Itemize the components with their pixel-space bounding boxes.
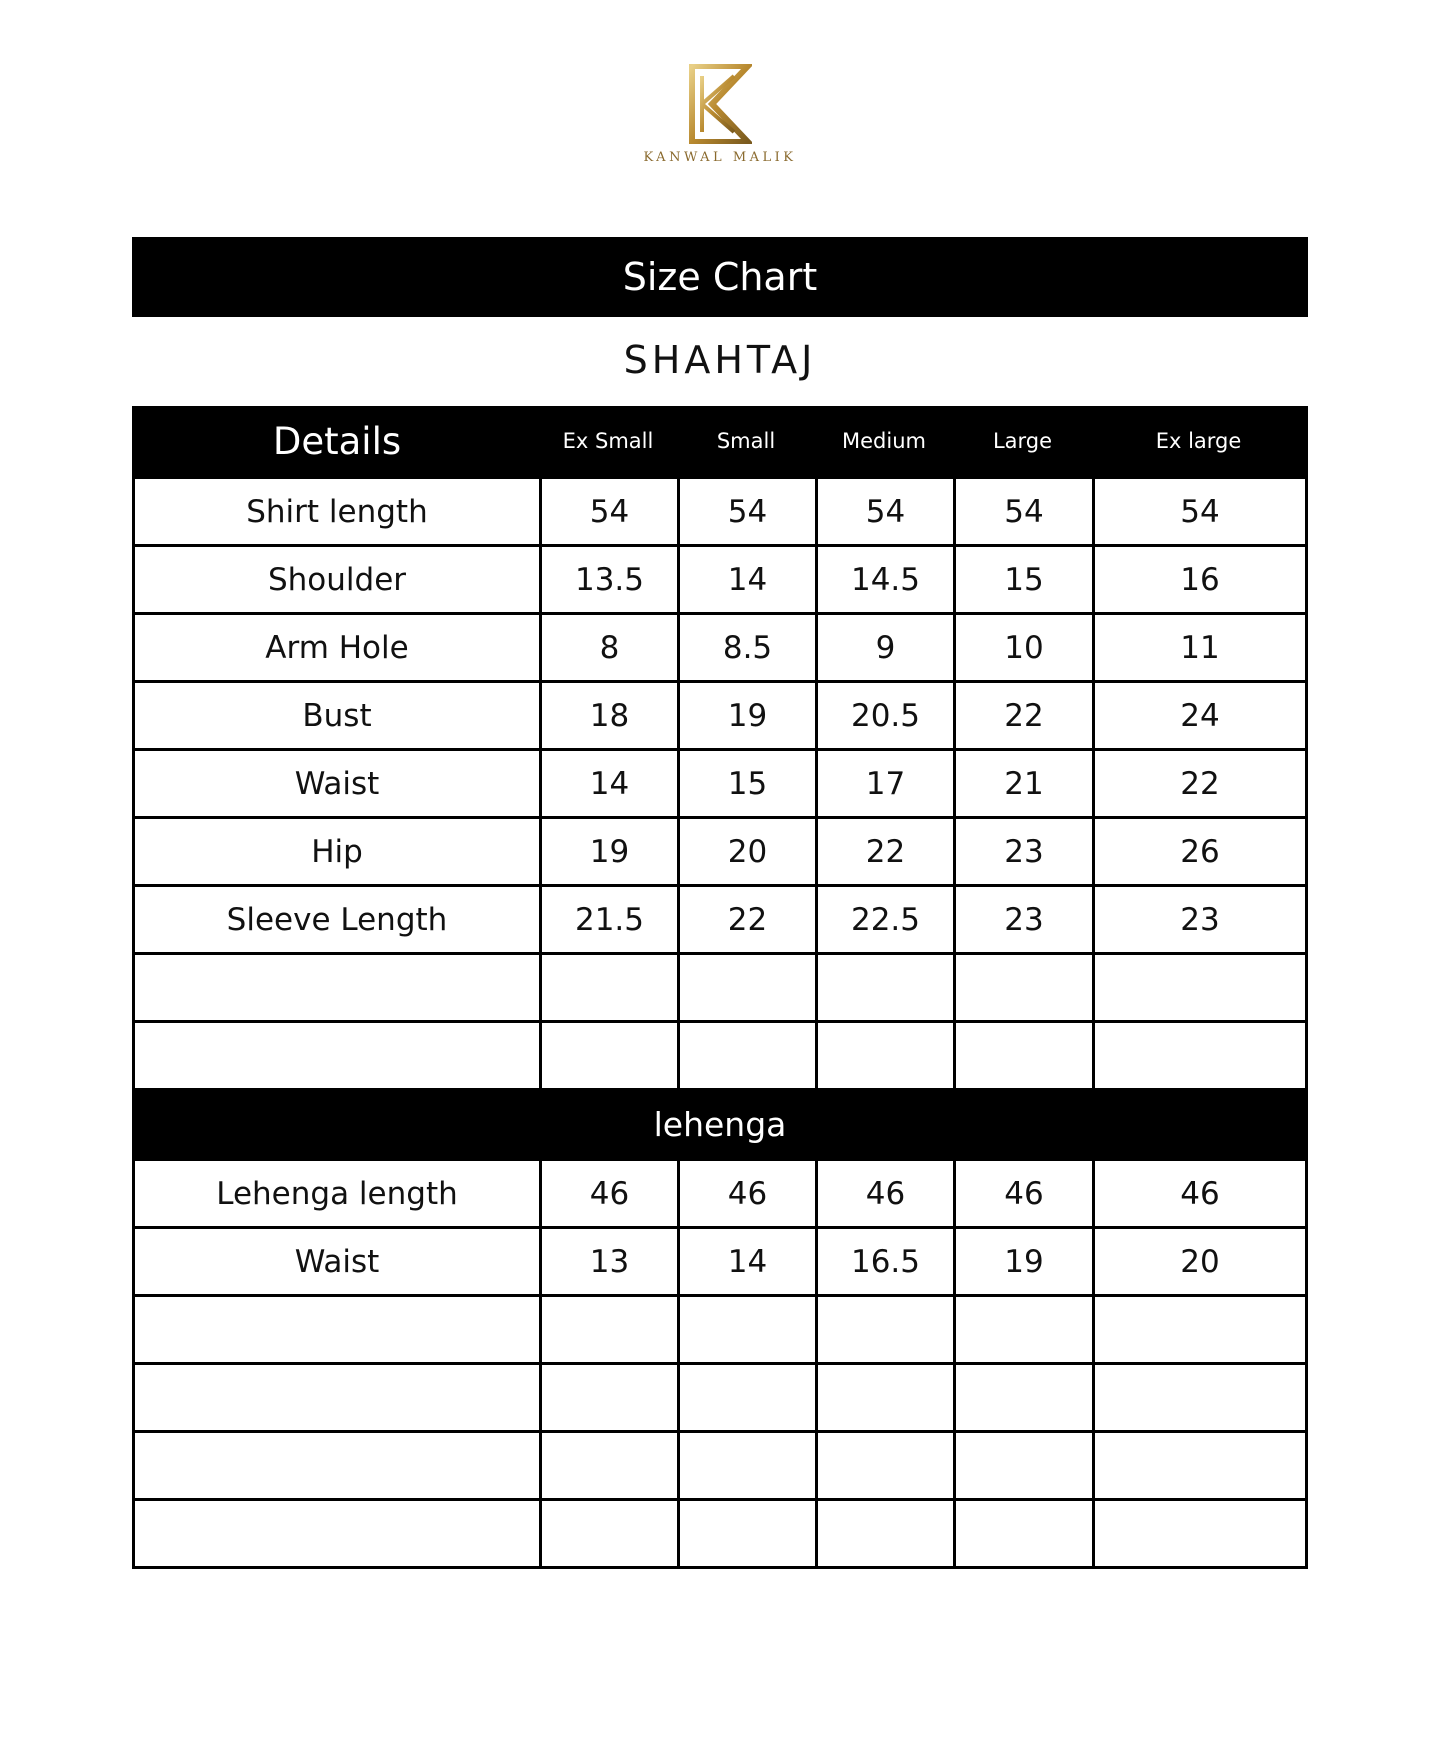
size-value: 46 (1092, 1161, 1305, 1226)
row-label: Waist (294, 765, 380, 802)
size-value (815, 1297, 953, 1362)
size-value (539, 1365, 677, 1430)
size-value: 14 (539, 751, 677, 816)
size-value: 16 (1092, 547, 1305, 612)
row-label: Shirt length (246, 493, 428, 530)
size-value: 22 (677, 887, 815, 952)
product-name: SHAHTAJ (623, 338, 817, 382)
table-row (135, 748, 1305, 816)
size-value (953, 1365, 1092, 1430)
size-value: 21.5 (539, 887, 677, 952)
row-label: Lehenga length (216, 1175, 458, 1212)
size-value: 46 (953, 1161, 1092, 1226)
size-value: 14 (677, 547, 815, 612)
table-row (135, 680, 1305, 748)
size-value: 9 (815, 615, 953, 680)
table-row (135, 1226, 1305, 1294)
table-row (135, 1362, 1305, 1430)
size-value: 8.5 (677, 615, 815, 680)
size-value (815, 1501, 953, 1566)
header-cell: Details (272, 419, 402, 463)
size-value (1092, 1433, 1305, 1498)
size-value (1092, 1297, 1305, 1362)
row-label: Sleeve Length (226, 901, 448, 938)
size-value (677, 1433, 815, 1498)
brand-logo (640, 64, 800, 174)
size-value: 22 (815, 819, 953, 884)
k-monogram-icon (688, 64, 752, 144)
size-value: 21 (953, 751, 1092, 816)
header-cell: Small (716, 429, 776, 453)
size-value (953, 955, 1092, 1020)
size-value (815, 955, 953, 1020)
size-value: 24 (1092, 683, 1305, 748)
size-value (815, 1433, 953, 1498)
size-value: 20 (1092, 1229, 1305, 1294)
row-label (135, 1297, 539, 1362)
row-label (135, 1501, 539, 1566)
row-label: Shoulder (267, 561, 407, 598)
size-value (953, 1297, 1092, 1362)
size-value (953, 1501, 1092, 1566)
size-value: 20 (677, 819, 815, 884)
table-row (135, 1430, 1305, 1498)
size-value: 54 (953, 479, 1092, 544)
size-value (539, 1023, 677, 1088)
table-header (135, 406, 1305, 476)
size-value: 23 (953, 819, 1092, 884)
size-value (1092, 1365, 1305, 1430)
size-chart-banner (132, 237, 1308, 317)
row-label (135, 955, 539, 1020)
row-label: Bust (302, 697, 372, 734)
size-value: 54 (539, 479, 677, 544)
row-label: Waist (294, 1243, 380, 1280)
size-value (677, 1297, 815, 1362)
row-label: Arm Hole (265, 629, 409, 666)
size-value: 13.5 (539, 547, 677, 612)
table-row (135, 884, 1305, 952)
size-value: 54 (677, 479, 815, 544)
size-value (539, 1501, 677, 1566)
brand-name: KANWAL MALIK (643, 150, 797, 165)
section-label: lehenga (653, 1105, 787, 1144)
size-value: 10 (953, 615, 1092, 680)
size-value (953, 1433, 1092, 1498)
size-value (677, 1501, 815, 1566)
header-cell: Ex Small (562, 429, 654, 453)
size-value: 46 (677, 1161, 815, 1226)
table-row (135, 1294, 1305, 1362)
table-row (135, 612, 1305, 680)
size-value (539, 1297, 677, 1362)
size-value: 46 (815, 1161, 953, 1226)
size-value (815, 1365, 953, 1430)
size-value: 17 (815, 751, 953, 816)
size-value (1092, 1501, 1305, 1566)
size-value (1092, 1023, 1305, 1088)
header-cell: Ex large (1155, 429, 1242, 453)
size-value: 23 (953, 887, 1092, 952)
size-value: 18 (539, 683, 677, 748)
size-value: 54 (815, 479, 953, 544)
size-value: 54 (1092, 479, 1305, 544)
size-value: 14.5 (815, 547, 953, 612)
size-value (677, 1023, 815, 1088)
size-value (677, 1365, 815, 1430)
banner-title: Size Chart (622, 255, 818, 299)
size-value: 16.5 (815, 1229, 953, 1294)
size-value: 46 (539, 1161, 677, 1226)
size-value: 22.5 (815, 887, 953, 952)
size-value: 11 (1092, 615, 1305, 680)
row-label (135, 1433, 539, 1498)
table-row (135, 476, 1305, 544)
size-value: 19 (953, 1229, 1092, 1294)
header-cell: Large (992, 429, 1053, 453)
size-value: 23 (1092, 887, 1305, 952)
size-value: 26 (1092, 819, 1305, 884)
header-cell: Medium (842, 429, 926, 453)
size-value (815, 1023, 953, 1088)
table-row (135, 952, 1305, 1020)
size-value: 14 (677, 1229, 815, 1294)
table-row (135, 816, 1305, 884)
size-value: 15 (953, 547, 1092, 612)
row-label (135, 1365, 539, 1430)
table-row (135, 544, 1305, 612)
size-value: 22 (1092, 751, 1305, 816)
table-row (135, 1020, 1305, 1088)
size-value (677, 955, 815, 1020)
row-label (135, 1023, 539, 1088)
size-value: 15 (677, 751, 815, 816)
size-value: 19 (539, 819, 677, 884)
table-row (135, 1158, 1305, 1226)
size-value (539, 955, 677, 1020)
size-value (539, 1433, 677, 1498)
row-label: Hip (311, 833, 363, 870)
size-value: 13 (539, 1229, 677, 1294)
size-value (953, 1023, 1092, 1088)
table-row (135, 1498, 1305, 1566)
size-value: 19 (677, 683, 815, 748)
size-value: 8 (539, 615, 677, 680)
size-value: 20.5 (815, 683, 953, 748)
lehenga-section-header (135, 1088, 1305, 1158)
size-value: 22 (953, 683, 1092, 748)
size-table (132, 406, 1308, 1569)
size-value (1092, 955, 1305, 1020)
